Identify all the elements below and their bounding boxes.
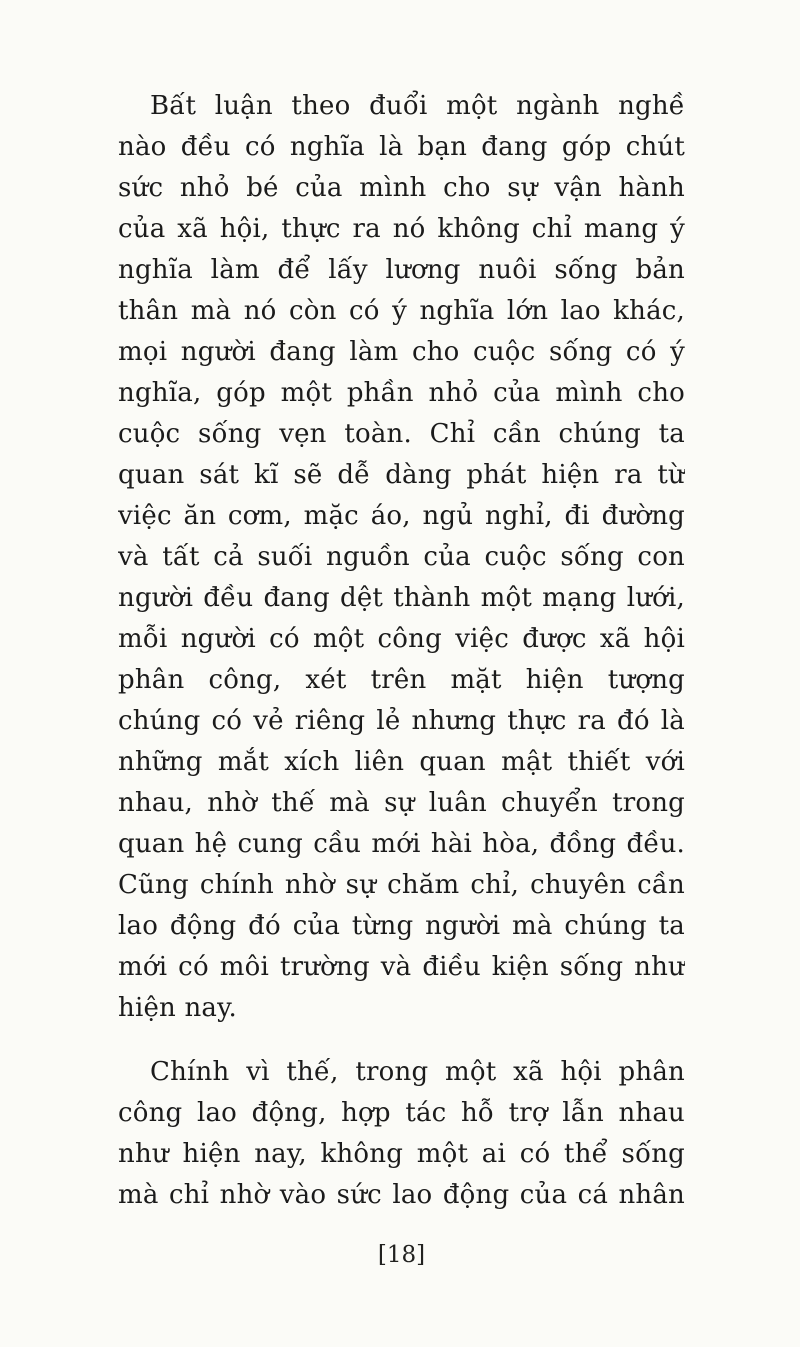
text-line: Chính vì thế, trong một xã hội phân	[150, 1057, 685, 1087]
text-line: của xã hội, thực ra nó không chỉ mang ý	[118, 214, 685, 244]
text-line: nghĩa làm để lấy lương nuôi sống bản	[118, 255, 685, 285]
text-line: cuộc sống vẹn toàn. Chỉ cần chúng ta	[118, 419, 685, 449]
text-line: phân công, xét trên mặt hiện tượng	[118, 665, 685, 695]
text-line: sức nhỏ bé của mình cho sự vận hành	[118, 173, 685, 203]
text-line: nghĩa, góp một phần nhỏ của mình cho	[118, 378, 685, 408]
text-line: Cũng chính nhờ sự chăm chỉ, chuyên cần	[118, 870, 685, 900]
text-line: người đều đang dệt thành một mạng lưới,	[118, 583, 685, 613]
text-line: chúng có vẻ riêng lẻ nhưng thực ra đó là	[118, 706, 685, 736]
text-line: nào đều có nghĩa là bạn đang góp chút	[118, 132, 685, 162]
text-line: mà chỉ nhờ vào sức lao động của cá nhân	[118, 1180, 685, 1210]
text-line: những mắt xích liên quan mật thiết với	[118, 747, 685, 777]
text-line: thân mà nó còn có ý nghĩa lớn lao khác,	[118, 296, 685, 326]
paragraph-2	[118, 1052, 685, 1216]
page-number: [18]	[377, 1242, 426, 1268]
text-line: mỗi người có một công việc được xã hội	[118, 624, 685, 654]
text-line: nhau, nhờ thế mà sự luân chuyển trong	[118, 788, 685, 818]
text-line: việc ăn cơm, mặc áo, ngủ nghỉ, đi đường	[118, 501, 685, 531]
text-line: như hiện nay, không một ai có thể sống	[118, 1139, 685, 1169]
text-line: mới có môi trường và điều kiện sống như	[118, 952, 685, 982]
text-block	[118, 86, 685, 1216]
text-line: quan hệ cung cầu mới hài hòa, đồng đều.	[118, 829, 685, 859]
text-line: công lao động, hợp tác hỗ trợ lẫn nhau	[118, 1098, 685, 1128]
paragraph-1	[118, 86, 685, 1029]
text-line: Bất luận theo đuổi một ngành nghề	[150, 91, 685, 121]
text-line: và tất cả suối nguồn của cuộc sống con	[118, 542, 685, 572]
text-line: mọi người đang làm cho cuộc sống có ý	[118, 337, 685, 367]
text-line: hiện nay.	[118, 993, 238, 1023]
text-line: lao động đó của từng người mà chúng ta	[118, 911, 685, 941]
text-line: quan sát kĩ sẽ dễ dàng phát hiện ra từ	[118, 460, 685, 490]
